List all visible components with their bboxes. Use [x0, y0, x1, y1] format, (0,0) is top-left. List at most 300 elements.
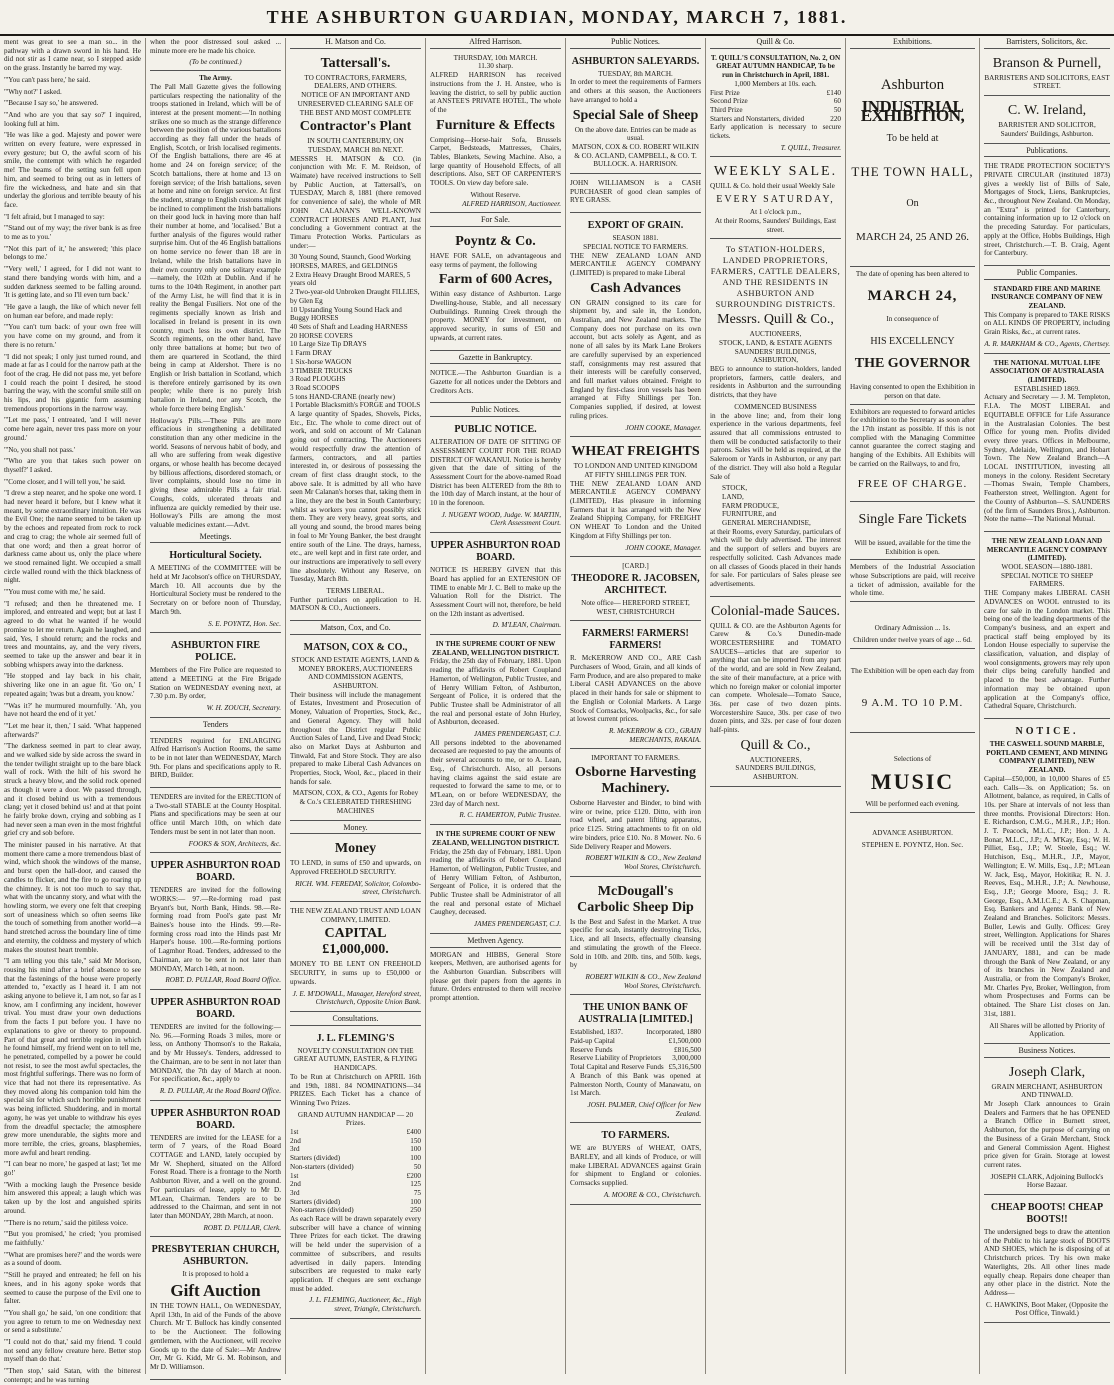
fleming-ad — [290, 1029, 421, 1319]
ad-text: Members of the Fire Police are requested to attend a MEETING at the Fire Brigade Station on WEDNESDAY evening next, at 7.30 p.m. By order, — [150, 666, 281, 701]
ex-text: Exhibitors are requested to forward articles for exhibition to the Secretary as soon after the 17th instant as possible. If this is not complied with the Managing Committee cannot guarantee the correct staging and hanging of the Exhibits. All Exhibits will be carried on the Railways, to and fro, — [850, 407, 975, 468]
ex-text: The date of opening has been altered to — [855, 269, 970, 278]
ad-text: TENDERS required for ENLARGING Alfred Harrison's Auction Rooms, the same to be in not later than WEDNESDAY, March 9th. For plans and specifications apply to R. BIRD, Builder. — [150, 736, 281, 780]
table-cell: Paid-up Capital — [570, 1037, 615, 1046]
contractors-plant-heading: Contractor's Plant — [299, 119, 412, 135]
to-be-continued: (To be continued.) — [189, 58, 242, 67]
item-line: 40 Sets of Shaft and Leading HARNESS — [290, 322, 408, 331]
ad-signature: ALFRED HARRISON, Auctioneer. — [462, 199, 561, 208]
table-row — [570, 1046, 701, 1055]
ad-text: BEG to announce to station-holders, landed proprietors, farmers, cattle dealers, and residents in Ashburton and the surrounding districts, that they have — [710, 365, 841, 400]
ad-text: WE are BUYERS of WHEAT, OATS, BARLEY, and all kinds of Produce, or will make LIBERAL ADVANCES against Grain for shipment to England or colonies. Cornsacks supplied. — [570, 1144, 701, 1188]
ad-text: At their Rooms, Saunders' Buildings, East street. — [714, 216, 837, 234]
army-article: The Pall Mall Gazette gives the following particulars respecting the nationality of the troops stationed in Ireland, which will be of interest at the present moment:—'In nothing strikes one so much as the strange difference between the position of the various battalions according as they fall under the heads of English, Scotch, or Irish localised regiments. Of the English battalions, there are 46 at home and 24 on foreign service; of the Scotch battalions, there at home and 13 on foreign service; of the Irish battalions, seven at home and nine on foreign service. At first the student, strange to English customs might be inclined to compliment the Irish battalions on their good luck in having more than half their number at home, and 'localised.' But a further analysis of the figures would rather surprise him. Out of the 46 English battalions on home service no fewer than 18 are in Ireland, while the Irish battalions have in their own country only one solitary example—namely, the 102th at Dublin. And if he turns to the 104th Regiment, in another part of the Army List, he will find that it is in reality the Bengal Fusiliers. Not one of the regiments specially known as Irish and localised in Ireland is present in its own country, much less its own district. The Scotch regiments, on the other hand, have only three battalions at home; but two of them are quartered in Scotland, the third being in camp at Aldershot. There is no English or Irish battalion in Scotland, which is therefore entirely garrisoned by its own people; while there is no purely Irish battalion in Ireland, nor any Scotch, the whole force there being English.' — [150, 82, 281, 413]
story-paragraph: "'You can't pass here,' he said. — [4, 75, 91, 84]
ad-title: PRESBYTERIAN CHURCH, ASHBURTON. — [151, 1244, 280, 1268]
holloway-ad: Holloway's Pills.—These Pills are more efficacious in strengthening a debilitated constitution than any other medicine in the world. Seasons of nervous habit of body, and all who are suffering from weak digestive organs, or whose health has become decayed by billious affections, disordered stomach, or liver complaints, should lose no time in giving these admirable Pills a fair trial. Coughs, colds, ulcerated throats and influenza are quickly remedied by their use. Holloway's Pills are among the most valuable medicines extant.—Advt. — [150, 416, 281, 529]
story-paragraph: "'Let me pass,' I entreated, 'and I will never come here again, never tres pass more on your ground.' — [4, 416, 141, 442]
upper-ashburton-notice — [430, 536, 561, 635]
ad-text: SPECIAL NOTICE TO SHEEP FARMERS. — [1001, 571, 1093, 589]
section-header: Public Notices. — [430, 406, 561, 417]
ex-text: Members of the Industrial Association whose Subscriptions are paid, will receive a ticket of admission, available for the whole time. — [850, 563, 975, 598]
item-line: 1 Six-horse WAGON — [290, 357, 352, 366]
ad-title: Tattersall's. — [320, 55, 391, 71]
ad-text: at their Rooms, every Saturday, particulars of which will be duly advertised. The interest and the support of sellers and buyers are respectfully solicited. Cash Advances made on all classes of Goods placed in their hands for sale. For particulars of Sales please see advertisements. — [710, 527, 841, 588]
ad-text: ALTERATION OF DATE OF SITTING OF ASSESSMENT COURT FOR THE ROAD DISTRICT OF WAKANUI. Notice is hereby given that the date of sitting of the Assessment Court for the above-named Road District has been ALTERED from the 8th to the 10th day of March instant, at the hour of 10 in the forenoon. — [430, 438, 561, 508]
item-line: 20 HORSE COVERS — [290, 331, 353, 340]
trade-protection-ad — [984, 160, 1110, 266]
table-cell: 100 — [410, 1145, 421, 1154]
table-cell: Reserve Liability of Proprietors — [570, 1054, 662, 1063]
section-header: Quill & Co. — [710, 38, 841, 49]
ad-signature: J. E. M'DOWALL, Manager, Hereford street, Christchurch, Opposite Union Bank. — [292, 989, 421, 1007]
ad-signature: J. NUGENT WOOD, Judge. W. MARTIN, Clerk Assessment Court. — [441, 510, 561, 528]
ad-title: Colonial-made Sauces. — [710, 603, 841, 619]
table-cell: £1,500,000 — [668, 1037, 701, 1046]
ad-text: The undersigned begs to draw the attention of the Public to his large stock of BOOTS AND SHOES, which he is disposing of at Christchurch prices. Try his own make Waterlights, 20s. All other lines made equally cheap. Repairs done cheaper than any other place in the district. Note the Address— — [984, 1228, 1110, 1297]
ad-text: THE NEW ZEALAND LOAN AND MERCANTILE AGENCY COMPANY (LIMITED) is prepared to make Liberal — [570, 251, 701, 277]
table-cell: First Prize — [710, 88, 740, 97]
to-farmers-ad — [570, 1126, 701, 1204]
item-line: 30 Young Sound, Staunch, Good Working HORSES, MARES, and GELDINGS — [290, 253, 411, 271]
table-row — [570, 1054, 701, 1063]
industrial-exhibition-heading: INDUSTRIAL EXHIBITION, — [860, 97, 965, 126]
ad-text: COMMENCED BUSINESS — [734, 402, 817, 411]
ad-text: MONEY TO BE LENT ON FREEHOLD SECURITY, in sums up to £50,000 or upwards. — [290, 960, 421, 986]
ad-title: EXPORT OF GRAIN. — [587, 220, 684, 232]
story-paragraph: "I am telling you this tale," said Mr Morison, rousing his mind after a brief absence to see that the fastenings of the house were properly attended to, "exactly as I heard it. I am not asking anyone to believe it, I am not, so far as I know, am I confirming any incident, however trival. You must draw your own deductions from the facts I put before you. I have no explanations to give or theory to propound. Part of that great and terrible region in which he found himself, my friend went on to tell me, he penetrated, compelled by a power he could not resist, to see the most awful spectacles, the most frightful sufferings. There was no form of vice that had not there its representative. As they moved along his companion told him the special sin for which such horrible punishment was being inflicted. Shuddering, and in mortal agony, he was yet unable to withdraw his eyes from the dreadful spectacle; the atmosphere grew more unendurable, the sights more and more terrible, the cries, groans, blasphemies, more awful and heart rending. — [4, 957, 141, 1157]
ad-signature: JOHN COOKE, Manager. — [625, 423, 701, 432]
ad-title: IN THE SUPREME COURT OF NEW ZEALAND, WELLINGTON DISTRICT. — [431, 640, 559, 657]
ad-text: A large quantity of Spades, Shovels, Picks, Etc., Etc. The whole to come direct out of work, and sold on account of Mr Calanan going out of contracting. The Auctioneers would respectfully draw the attention of farmers, contractors, and all parties interested in, or desirous of possessing the cream of first class draught stock, to the above sale. It is admitted by all who have seen Mr Calanan's horses that, taking them in a line, they are the best in South Canterbury; whilst as workers you cannot possibly stick them. They are very heavy, great sorts, and all young and sound, the brood mares being in foal to Mr Young Banker, the best draught entire south of the Line. The drays, harness, etc., are well kept and in first rate order, and our instructions are imperatively to sell every line absolutely. Without any Reserve, on Tuesday, March 8th. — [290, 410, 421, 584]
money-ad — [290, 837, 421, 902]
ad-text: WOOL SEASON—1880-1881. — [1001, 563, 1093, 572]
section-header: Public Companies. — [984, 269, 1110, 280]
column-5 — [566, 38, 706, 1374]
list-item: GENERAL MERCHANDISE, — [722, 519, 811, 528]
music-heading: MUSIC — [870, 768, 955, 794]
story-paragraph: "'You must come with me,' he said. — [4, 588, 106, 597]
ad-title: Messrs. Quill & Co., — [717, 312, 834, 328]
items-list — [290, 253, 421, 410]
masthead-title: THE ASHBURTON GUARDIAN, MONDAY, MARCH 7, 1881. — [266, 7, 848, 27]
ad-text: IMPORTANT TO FARMERS. — [591, 754, 680, 763]
table-cell: £5,316,500 — [668, 1063, 701, 1072]
quill-auctioneers-ad — [710, 242, 841, 596]
table-cell: 2nd — [290, 1136, 301, 1145]
tattersalls-ad — [290, 52, 421, 621]
ad-text: R. McKERROW AND CO., ARE Cash Purchasers of Wood, Grain, and all kinds of Farm Produce, and are also prepared to make Liberal CASH ADVANCES on the above placed in their hands for sale or shipment to the English or Colonial Markets. A Large Stock of Cornsacks, Woolpacks, &c., for sale at lowest current prices. — [570, 654, 701, 724]
ad-text: QUILL & CO. are the Ashburton Agents for Carew & Co.'s Dunedin-made WORCESTERSHIRE and TOMATO SAUCES—articles that are superior to anything that can be imported from any part of the world, and are sold in New Zealand, the site of their manufacture, at a price with which no foreign maker or colonial importer can compete. Wholesale—Tomato Sauce, 36s. per case of two dozen pints. Worcestershire Sauce, 30s. per case of two dozen pints, and 32s. per case of four dozen half-pints. — [710, 621, 841, 735]
ad-text: 1,000 Members at 10s. each. — [734, 79, 817, 88]
table-cell: Starters (divided) — [290, 1154, 341, 1163]
story-paragraph: "'Then stop,' said Satan, with the bitterest contempt; and he was turning — [4, 1367, 141, 1384]
story-paragraph: "'Why not?' I asked. — [4, 87, 62, 96]
ad-text: EVERY SATURDAY, — [716, 194, 835, 206]
ad-time: 11.30 sharp. — [477, 62, 514, 71]
ad-text: NOTICE OF AN IMPORTANT AND UNRESERVED CLEARING SALE OF THE BEST AND MOST COMPLETE — [297, 91, 414, 117]
ad-text: MESSRS H. MATSON & CO. (in conjunction with Mr. F. M. Reidson, of Waimate) have received instructions to Sell by Public Auction, at Tattersall's, on TUESDAY, March 8, 1881 (there removed for convenience of sale), the whole of MR JOHN CALANAN'S WELL-KNOWN CONTRACT HORSES AND PLANT, Just concluding a Government contract at the Timaru Protection Works. Particulars as under:— — [290, 154, 421, 250]
ad-title: CHEAP BOOTS! CHEAP BOOTS!! — [990, 1202, 1104, 1226]
ad-text: In order to meet the requirements of Farmers and others at this season, the Auctioneers have arranged to hold a — [570, 78, 701, 104]
ad-text: QUILL & Co. hold their usual Weekly Sale — [710, 182, 835, 191]
ireland-ad — [984, 99, 1110, 143]
national-mutual-ad — [984, 357, 1110, 532]
colonial-sauces-ad — [710, 600, 841, 787]
prize-list — [290, 1128, 421, 1215]
ad-title: Joseph Clark, — [1008, 1064, 1086, 1080]
ad-signature: S. E. POYNTZ, Hon. Sec. — [208, 619, 281, 628]
ad-signature: JOSEPH CLARK, Adjoining Bullock's Horse Bazaar. — [990, 1172, 1104, 1190]
table-cell: Non-starters (divided) — [290, 1206, 354, 1215]
export-grain-ad — [570, 216, 701, 437]
story-paragraph: "I drew a step nearer, and he spoke one word. I had never heard it before, but I knew what it meant, by some extraordinary intuition. He was the Evil One; the name seemed to be taken up by the echoes and repeated from rock to rock and crag to crag; the whole air seemed full of that one word; and then a great horror of darkness came about us, only the place where we stood remained light. We occupied a small circle walled round with the thick blackness of night. — [4, 489, 141, 585]
ad-title: THE NATIONAL MUTUAL LIFE ASSOCIATION OF AUSTRALASIA (LIMITED). — [989, 358, 1105, 384]
section-header: Matson, Cox, and Co. — [290, 624, 421, 635]
farm-heading: Farm of 600 Acres, — [438, 272, 553, 288]
ad-signature: JAMES PRENDERGAST, C.J. — [473, 730, 561, 739]
standard-insurance-ad — [984, 283, 1110, 354]
ad-signature: A. MOORE & CO., Christchurch. — [603, 1190, 701, 1199]
ad-text: TENDERS are invited for the ERECTION of a Two-stall STABLE at the County Hospital. Plans and specifications may be seen at our office until March 10th, on which date Tenders must be sent in not later than noon. — [150, 793, 281, 836]
ad-text: IN SOUTH CANTERBURY, ON TUESDAY, MARCH 8th NEXT. — [307, 137, 404, 154]
ad-text: All Shares will be allotted by Priority of Application. — [989, 1021, 1105, 1039]
table-row — [710, 97, 841, 106]
table-cell: 100 — [410, 1197, 421, 1206]
ad-text: NOTICE.—The Ashburton Guardian is a Gazette for all notices under the Debtors and Creditors Acts. — [430, 369, 561, 395]
table-cell: £400 — [406, 1128, 421, 1137]
ex-text: HIS EXCELLENCY — [870, 335, 955, 347]
bank-table — [570, 1028, 701, 1072]
table-cell: Starters (divided) — [290, 1197, 341, 1206]
fire-police-ad — [150, 636, 281, 718]
table-cell: Reserve Funds — [570, 1045, 613, 1054]
ad-title: WHEAT FREIGHTS — [571, 444, 700, 460]
ex-text: Will be performed each evening. — [865, 800, 960, 809]
story-paragraph: "'No, you shall not pass.' — [4, 445, 76, 454]
ad-text: It is proposed to hold a — [182, 1270, 249, 1279]
table-cell: Incorporated, 1880 — [646, 1028, 701, 1037]
ad-text: SAUNDERS BUILDINGS, — [735, 764, 816, 773]
free-of-charge-heading: FREE OF CHARGE. — [857, 478, 968, 491]
table-cell: 3rd — [290, 1145, 300, 1154]
ad-title: ASHBURTON FIRE POLICE. — [170, 640, 261, 664]
ad-signature: A. R. MARKHAM & CO., Agents, Chertsey. — [984, 339, 1110, 348]
table-cell: £140 — [826, 88, 841, 97]
governor-heading: THE GOVERNOR — [854, 356, 971, 372]
section-header: Gazette in Bankruptcy. — [430, 354, 561, 365]
ex-text: Selections of — [893, 754, 932, 763]
quill-consultation-ad — [710, 52, 841, 158]
saleyards-ad — [570, 52, 701, 174]
table-cell: 220 — [830, 114, 841, 123]
ad-title: IN THE SUPREME COURT OF NEW ZEALAND, WELLINGTON DISTRICT. — [431, 830, 559, 847]
ad-text: SPECIAL NOTICE TO FARMERS. — [583, 242, 688, 251]
item-line: 3 Road SCOOPS — [290, 383, 340, 392]
ad-text: Capital—£50,000, in 10,000 Shares of £5 each. Calls—3s. on Application; 5s. on Allotment, balance, as required, in Calls of 10s. per Share at intervals of not less than three months. Provisional Directors: Hon. E. Richardson, C.M.G., M.H.R., J.P.; Hon. J. T. Peacock, M.L.C., J.P.; Hon. J. A. Bonar, M.L.C., J.P.; A. M'Kay, Esq.; W. H. Pilliet, Esq., J.P.; W. Steele, Esq.; W. Hutchison, Esq., M.H.R., J.P., Mayor, Wellington; E. W. Mills, Esq., J.P.; M'Lean W. Jack, Esq., Mayor, Hokitika; R. N. J. Reeves, Esq., M.H.R., J.P.; A. Newhouse, Esq., J.P.; George Moore, Esq.; J. R. George, Esq., A.M.I.C.E.; A. S. Chapman, Esq. Bankers and Agents: Bank of New Zealand and Branches. Solicitors: Messrs. Buller, Lewis and Gully. Offices: Grey street, Wellington. Applications for Shares will be received until the 31st day of JANUARY, 1881, and can be made through the Bank of New Zealand, or any of its branches in New Zealand and Australia, or from the Company's Broker, Mr. Charles Pye, Broker, Wellington, from whom Prospectuses and Forms can be obtained. The Share List closes on Jan. 31st, 1881. — [984, 774, 1110, 1018]
table-row — [290, 1198, 421, 1207]
ad-text: Early application is necessary to secure tickets. — [710, 123, 841, 141]
town-hall-heading: THE TOWN HALL, — [851, 163, 974, 179]
section-header: Alfred Harrison. — [430, 38, 561, 49]
ad-text: As each Race will be drawn separately every subscriber will have a chance of winning Three Prizes for each ticket. The drawing will be held under the supervision of a committee of subscribers, and results advertised in daily papers. Intending subscribers are requested to make early application. If cheques are sent exchange must be added. — [290, 1215, 421, 1293]
table-cell: 150 — [410, 1136, 421, 1145]
table-cell: 125 — [410, 1180, 421, 1189]
ad-text: Note office— HEREFORD STREET, WEST, CHRISTCHURCH — [581, 598, 690, 616]
item-line: 5 tons HAND-CRANE (nearly new) — [290, 392, 395, 401]
ad-text: Osborne Harvester and Binder, to bind with wire or twine, price £120. Ditto, with iron road wheel, and patent lifting apparatus, price £125. String attachments to fit on old wire binders, price £10. No. 8 Mower. No. 6 Side Delivery Reaper and Mowers. — [570, 799, 701, 851]
table-row — [710, 89, 841, 98]
ad-text: ASHBURTON, — [752, 356, 799, 365]
table-row — [290, 1180, 421, 1189]
ad-title: THE UNION BANK OF AUSTRALIA [LIMITED.] — [578, 1002, 693, 1026]
table-cell: 60 — [833, 97, 841, 106]
nz-trust-loan-ad — [290, 905, 421, 1012]
ad-signature: ROBERT WILKIN & CO., New Zealand Wool Stores, Christchurch. — [585, 972, 701, 990]
ad-text: ESTABLISHED 1869. — [1014, 384, 1080, 393]
ad-title: J. L. FLEMING'S — [316, 1032, 395, 1044]
williamson-ad — [570, 177, 701, 213]
ad-title: THE NEW ZEALAND TRUST AND LOAN COMPANY, LIMITED. — [290, 907, 421, 924]
ex-text: Having consented to open the Exhibition in person on that date. — [850, 383, 975, 400]
matson-cox-ad — [290, 638, 421, 821]
wheat-freights-ad — [570, 440, 701, 557]
item-line: 1 Farm DRAY — [290, 349, 333, 358]
ad-signature: R. D. PULLAR, At the Road Board Office. — [159, 1086, 281, 1095]
march-24-heading: MARCH 24, — [867, 288, 958, 305]
ad-signature: ROBERT WILKIN & CO., New Zealand Wool Stores, Christchurch. — [585, 854, 701, 871]
tender-ad-1 — [150, 735, 281, 789]
ad-text: JOHN WILLIAMSON is a CASH PURCHASER of good clean samples of RYE GRASS. — [570, 179, 701, 205]
story-paragraph: "'Still he prayed and entreated; he fell on his knees, and in his agony spoke words that seemed to cause the purpose of the Evil one to falter. — [4, 1271, 141, 1306]
meetings-header: Meetings. — [150, 533, 281, 544]
ad-signature: JOSH. PALMER, Chief Officer for New Zealand. — [587, 1100, 701, 1118]
mckerrow-ad — [570, 624, 701, 749]
table-cell: 50 — [833, 105, 841, 114]
ad-text: Comprising—Horse-hair Sofa, Brussels Carpet, Bedsteads, Mattresses, Chairs, Tables, Blankets, Sewing Machine. Also, a large quantity of Household Effects, of all descriptions. Also, SET OF CARPENTER'S TOOLS. On view day before sale. — [430, 135, 561, 188]
story-paragraph: "'Very well,' I agreed, for I did not want to stand there bandying words with him, and a sudden darkness seemed to be falling around. 'It is getting late, and so I'll even turn back.' — [4, 265, 141, 300]
table-cell: 250 — [410, 1206, 421, 1215]
section-header: Public Notices. — [570, 38, 701, 49]
ad-title: Poyntz & Co. — [455, 233, 536, 249]
union-bank-ad — [570, 998, 701, 1123]
story-paragraph: "I refused; and then he threatened me. I implored, and entreated and wept; but at last I agreed to do what he wanted if he would promise to let me return. Again he laughed, and said, Yes, I should return; and the rocks and trees and mountains, ay, and the very rivers, seemed to take up the answer and bear it in sobbing whispers away into the darkness. — [4, 599, 141, 669]
table-cell: £200 — [406, 1171, 421, 1180]
ad-text: THE TRADE PROTECTION SOCIETY'S PRIVATE CIRCULAR (instituted 1873) gives a weekly list of Bills of Sale, Mortgages of Stock, Liens, Bankruptcies, &c., throughout New Zealand. On Monday, an "Extra" is printed for Canterbury, containing information up to 12 o'clock on the preceding Saturday. For particulars, apply at the Office, Hobbs Buildings, High street, Christchurch.—T. B. Craig, Agent for Canterbury. — [984, 162, 1110, 258]
ad-title: T. QUILL'S CONSULTATION, No. 2, ON GREAT AUTUMN HANDICAP, To be run in Christchurch in April, 1881. — [710, 53, 841, 80]
ex-text: On — [906, 198, 919, 210]
table-row — [290, 1128, 421, 1137]
list-item: STOCK, — [722, 484, 748, 493]
single-fare-heading: Single Fare Tickets — [858, 512, 967, 528]
nz-loan-wool-ad — [984, 535, 1110, 719]
ad-subtitle: STOCK AND ESTATE AGENTS, LAND & MONEY BROKERS, AUCTIONEERS AND COMMISSION AGENTS, ASHBURTON. — [291, 655, 420, 690]
ad-text: Friday, the 25th day of February, 1881. Upon reading the affidavits of Robert Coupland Hamerton, of Wellington, Public Trustee, and of Henry William Felton, of Ashburton, Sergeant of Police, it is ordered that the Public Trustee shall be Administrator of all the real and personal estate of Michael Caughey, deceased. — [430, 847, 561, 917]
ad-signature: ROBT. D. PULLAR, Clerk. — [203, 1223, 281, 1232]
ad-text: TENDERS are invited for the following:— No. 96.—Forming Roads 3 miles, more or less, on Anthony Thomson's to the Rakaia, and by Mr Hussey's. Tenders, addressed to the Chairman, are to be sent in not later than MONDAY, the 7th day of March at noon. For specification, &c., apply to — [150, 1022, 281, 1084]
ad-text: AUCTIONEERS, — [749, 330, 802, 339]
mcdougall-ad — [570, 880, 701, 996]
ad-title: UPPER ASHBURTON ROAD BOARD. — [430, 540, 561, 564]
table-row — [570, 1037, 701, 1046]
item-line: 2 Extra Heavy Draught Brood MARES, 5 years old — [290, 270, 411, 288]
table-row — [290, 1145, 421, 1154]
story-paragraph: ment was great to see a man so... in the pathway with a drawn sword in his hand. He did not stir as I came near, so I stepped aside on the grass. Instantly he barred my way. — [4, 38, 141, 73]
item-line: 2 Two-year-old Unbroken Draught FILLIES, by Glen Eg — [290, 288, 420, 305]
ad-text: Mr Joseph Clark announces to Grain Dealers and Farmers that he has OPENED a Branch Office in Burnett street, Ashburton, for the purpose of carrying on the Business of a Grain Merchant, Stock and General Commission Agent. Highest price given for Grain. Storage at lowest current rates. — [984, 1100, 1110, 1169]
story-paragraph: "'Stand out of my way; the river bank is as free to me as to you.' — [4, 224, 141, 242]
upper-ashburton-ad-1 — [150, 856, 281, 990]
story-paragraph: "'And who are you that say so?' I inquired, looking full at him. — [4, 110, 141, 128]
ad-signature: R. C. HAMERTON, Public Trustee. — [459, 811, 561, 820]
ad-text: TENDERS are invited for the LEASE for a term of 7 years, of the Road Board COTTAGE and LAND, lately occupied by Mr W. Shepherd, situated on the Alford Forest Road. There is a frontage to the North Ashburton River, and a well on the ground. For particulars of lease, apply to Mr D. M'Lean, Chairman. Tenders are to be addressed to the Chairman, and sent in not later than MONDAY, 28th March, at noon. — [150, 1133, 281, 1220]
ad-text: HAVE FOR SALE, on advantageous and easy terms of payment, the following — [430, 251, 561, 269]
story-paragraph: "He was like a god. Majesty and power were written on every feature, were expressed in every gesture; but O, the awful scorn of his smile, the contempt with which he regarded me! The beams of the setting sun fell upon him, and seemed to bring out as in letters of fire the wickedness, and hate and sin that underlay the glorious and terrible beauty of his face. — [4, 131, 141, 209]
ad-signature: R. McKERROW & CO., GRAIN MERCHANTS, RAKAIA. — [608, 726, 701, 744]
table-cell: 1st — [290, 1171, 299, 1180]
ad-text: At 1 o'clock p.m., — [749, 208, 802, 217]
table-cell: 3,000,000 — [672, 1054, 701, 1063]
ad-text: On the above date. Entries can be made as usual. — [574, 125, 697, 143]
ad-text: AUCTIONEERS, — [749, 755, 802, 764]
advance-ashburton: ADVANCE ASHBURTON. — [872, 829, 953, 838]
table-cell: Second Prize — [710, 97, 748, 106]
ad-signature: D. M'LEAN, Chairman. — [492, 621, 561, 630]
branson-purnell-ad — [984, 52, 1110, 96]
ad-title: McDougall's Carbolic Sheep Dip — [577, 883, 694, 915]
public-notice-ad — [430, 420, 561, 533]
ad-title: UPPER ASHBURTON ROAD BOARD. — [150, 860, 281, 884]
ad-title: Money — [334, 841, 377, 857]
story-paragraph: "With a mocking laugh the Presence beside him answered this appeal; a laugh which was taken up by the lost and anguished spirits around. — [4, 1180, 141, 1215]
section-header: Consultations. — [290, 1015, 421, 1026]
army-heading: The Army. — [199, 74, 232, 83]
story-paragraph: "He gave a laugh, the like of which never fell on human ear before, and made reply: — [4, 302, 141, 320]
prize-list — [710, 89, 841, 124]
ad-signature: FOOKS & SON, Architects, &c. — [188, 839, 281, 848]
table-cell: 3rd — [290, 1188, 300, 1197]
column-6 — [706, 38, 846, 1374]
ex-text: In consequence of — [886, 315, 939, 324]
item-line: 10 Upstanding Young Sound Hack and Buggy HORSES — [290, 305, 402, 323]
ad-subtitle: THE CASWELL SOUND MARBLE, PORTLAND CEMENT, AND MINING COMPANY (LIMITED), NEW ZEALAND. — [986, 740, 1108, 775]
column-3 — [286, 38, 426, 1374]
table-row — [290, 1189, 421, 1198]
story-paragraph: "'What are promises here?' and the words were as a sound of doom. — [4, 1250, 141, 1268]
ad-title: FARMERS! FARMERS! FARMERS! — [582, 628, 689, 652]
table-row — [290, 1163, 421, 1172]
story-paragraph: "'I could not do that,' said my friend. 'I could not send any fellow creature here. Better stop myself than do that.' — [4, 1338, 141, 1364]
ad-title: Osborne Harvesting Machinery. — [575, 765, 696, 797]
story-paragraph: "'I can bear no more,' he gasped at last; 'let me go!' — [4, 1160, 141, 1178]
supreme-court-notice-2 — [430, 828, 561, 934]
masthead — [0, 0, 1114, 36]
ad-text: THE NEW ZEALAND LOAN AND MERCANTILE AGENCY COMPANY (LIMITED), Has pleasure in informing Farmers that it has arranged with the New Zealand Shipping Company, for FREIGHT ON WHEAT To London and the United Kingdom at Fifty Shillings per ton. — [570, 479, 701, 540]
ad-signature: C. HAWKINS, Boot Maker, (Opposite the Post Office, Tinwald.) — [985, 1300, 1109, 1318]
ad-text: THE Company makes LIBERAL CASH ADVANCES on WOOL entrusted to its care for sale in the London market. This being one of the leading departments of the Company's business, and an expert and practical staff being employed by its London House especially to supervise the classification, valuation, and display of wool consignments, growers may rely upon their clips being carefully handled and placed to the best advantage. Further information may be obtained upon application at the Company's office, Cathedral Square, Christchurch. — [984, 589, 1110, 711]
ad-text: All persons indebted to the abovenamed deceased are requested to pay the amounts of their several accounts to me, or to A. Lean, Esq., of Christchurch. Also, all persons having claims against the said estate are requested to forward the same to me, or to M'Lean, on or before WEDNESDAY, the 23rd day of March next. — [430, 738, 561, 808]
osborne-ad — [570, 752, 701, 876]
methven-text: MORGAN and HIBBS, General Store keepers, Methven, are authorised agents for the Ashburton Guardian. Subscribers will please get their papers from the agents in future. Orders entrusted to them will receive prompt attention. — [430, 950, 561, 1003]
ad-signature: JAMES PRENDERGAST, C.J. — [473, 920, 561, 929]
story-paragraph: "'Was it?' he murmured mournfully. 'Ah, you have not heard the end of it yet.' — [4, 701, 141, 719]
ad-title: C. W. Ireland, — [1007, 103, 1087, 119]
supreme-court-notice-1 — [430, 638, 561, 825]
ad-text: NOTICE IS HEREBY GIVEN that this Board has applied for an EXTENSION OF TIME to enable Mr J. C. Bell to make up the Valuation Roll for the District. The Assessment Court will not, therefore, be held on the 12th instant as advertised. — [430, 566, 561, 618]
ad-text: SEASON 1881. — [612, 234, 659, 243]
ad-text: A Branch of this Bank was opened at Palmerston North, County of Manawatu, on 1st March. — [570, 1071, 701, 1098]
ad-date: TUESDAY, 8th MARCH. — [598, 69, 673, 78]
section-header: Exhibitions. — [850, 38, 975, 49]
joseph-clark-ad — [984, 1061, 1110, 1195]
story-paragraph: "'Let me hear it, then,' I said. 'What happened afterwards?' — [4, 721, 141, 739]
story-paragraph: "He stopped and lay back in his chair, shivering like one in an ague fit. 'Go on,' I repeated again; 'twas but a dream, you know.' — [4, 672, 141, 698]
ad-text: BARRISTER AND SOLICITOR, Saunders' Buildings, Ashburton. — [998, 121, 1096, 138]
story-paragraph: "'Because I say so,' he answered. — [4, 99, 99, 108]
ex-text: The Exhibition will be open each day from — [850, 666, 975, 675]
table-cell: Third Prize — [710, 105, 743, 114]
ex-text: To be held at — [886, 132, 939, 144]
table-cell: Starters and Nonstarters, divided — [710, 114, 805, 123]
ad-signature: Quill & Co., — [740, 737, 811, 753]
capital-heading: CAPITAL £1,000,000. — [322, 926, 389, 958]
story-paragraph: "The darkness seemed in part to clear away, and we walked side by side across the sward in the tender twilight straight up to the bare black wall of rock. With the hilt of his sword he struck a heavy blow, and the solid rock opened as though it were a door. We passed through, and it closed behind us with a tremendous clang; yet it closed behind us! and at that point he fairly broke down, crying and sobbing as I had never seen a man even in the most frightful grief cry and sob before. — [4, 742, 141, 838]
section-header: Publications. — [984, 147, 1110, 158]
ad-text: TENDERS are invited for the following WORKS:— 97.—Re-forming road past Bryant's but, North Bank, Hinds. 98.—Re-forming road from Pool's gate past Mr Baines's house into the Hinds. 99.—Re-forming cross road into the Hinds past Mr Harper's house. 100.—Re-forming portions of Lagmhor Road. Tenders, addressed to the Chairman, are to be sent in not later than MONDAY, March 14th, at noon. — [150, 886, 281, 973]
ad-date: THURSDAY, 10th MARCH. — [453, 53, 538, 62]
table-cell: 50 — [413, 1162, 421, 1171]
ad-signature: JOHN COOKE, Manager. — [625, 543, 701, 552]
caswell-sound-ad — [984, 722, 1110, 1044]
table-cell: Non-starters (divided) — [290, 1162, 354, 1171]
section-header: Barristers, Solicitors, &c. — [984, 38, 1110, 49]
ad-signature: W. H. ZOUCH, Secretary. — [206, 704, 281, 713]
table-cell: 2nd — [290, 1180, 301, 1189]
table-row — [570, 1028, 701, 1037]
exhibition-dates: MARCH 24, 25 AND 26. — [855, 230, 970, 243]
column-4 — [426, 38, 566, 1374]
story-paragraph: "'But you promised,' he cried; 'you promised me faithfully.' — [4, 1230, 141, 1247]
admission-price: Ordinary Admission ... 1s. — [874, 624, 951, 633]
ad-title: ASHBURTON SALEYARDS. — [571, 55, 700, 67]
table-row — [710, 115, 841, 124]
weekly-sale-ad — [710, 160, 841, 239]
presbyterian-ad — [150, 1240, 281, 1379]
item-line: 3 Road PLOUGHS — [290, 375, 346, 384]
gift-auction-heading: Gift Auction — [170, 1281, 261, 1301]
gazette-notice — [430, 367, 561, 403]
ad-text: GRAND AUTUMN HANDICAP — 20 Prizes. — [297, 1110, 414, 1128]
ad-text: STOCK, LAND, & ESTATE AGENTS — [718, 338, 833, 347]
list-item: FURNITURE, and — [722, 510, 777, 519]
story-paragraph: The minister paused in his narrative. At that moment there came a more tremendous blast of wind, which shook the windows of the manse, and burst open the hall-door, and caused the candles to flicker, and the fire to go roaring up the chimney. It is not too much to say that, what with the uncanny story, and what with the howling storm, we every one felt that creeping sort of uneasiness which so often seems like the touch of something from another world—a hand stretched across the boundary line of time and eternity, the coldness and mystery of which makes the stoutest heart tremble. — [4, 841, 141, 954]
ad-text: TERMS LIBERAL. — [326, 587, 385, 596]
story-paragraph: "I did not speak; I only just turned round, and made at far as I could for the narrow path at the foot of the crag. He did not pass me, yet before I could reach the point I desired, he stood barring the way, with the scornful smile still on his lips, and his gigantic form assuming tremendous proportions in the narrow way. — [4, 352, 141, 413]
column-2 — [146, 38, 286, 1374]
item-line: 3 TIMBER TRUCKS — [290, 366, 353, 375]
ad-text: IN THE TOWN HALL, On WEDNESDAY, April 13th, In aid of the Funds of the above Church. Mr T. Bullock has kindly consented to be the Auctioneer. The following gentlemen, with the Auctioneer, will receive Goods up to the date of Sale:—Mr Andrew Orr, Mr G. Kidd, Mr G. M. Robinson, and Mr D. Williamson. — [150, 1302, 281, 1371]
story-paragraph: "'Who are you that takes such power on thyself?' I asked. — [4, 457, 141, 474]
ad-signature: J. L. FLEMING, Auctioneer, &c., High street, Triangle, Christchurch. — [309, 1296, 421, 1314]
ad-title: UPPER ASHBURTON ROAD BOARD. — [150, 996, 281, 1020]
ad-title: THEODORE R. JACOBSEN, ARCHITECT. — [571, 572, 700, 596]
ad-subtitle: TO CONTRACTORS, FARMERS, DEALERS, AND OTHERS. — [304, 73, 407, 91]
ad-text: in the above line; and, from their long experience in the various departments, feel assured that all commissions entrusted to them will be conducted satisfactorily to their patrons. Sales will be held as required, at the Saleroom or Yards in Ashburton, or any part of the district. They will also hold a Regular Sale of — [710, 411, 841, 481]
tender-ad-2 — [150, 791, 281, 853]
ad-text: To STATION-HOLDERS, LANDED PROPRIETORS, FARMERS, CATTLE DEALERS, AND THE RESIDENTS IN ASHBURTON AND SURROUNDING DISTRICTS. — [710, 244, 841, 310]
ad-text: ASHBURTON. — [752, 773, 799, 782]
opening-hours: 9 A.M. TO 10 P.M. — [861, 697, 964, 710]
